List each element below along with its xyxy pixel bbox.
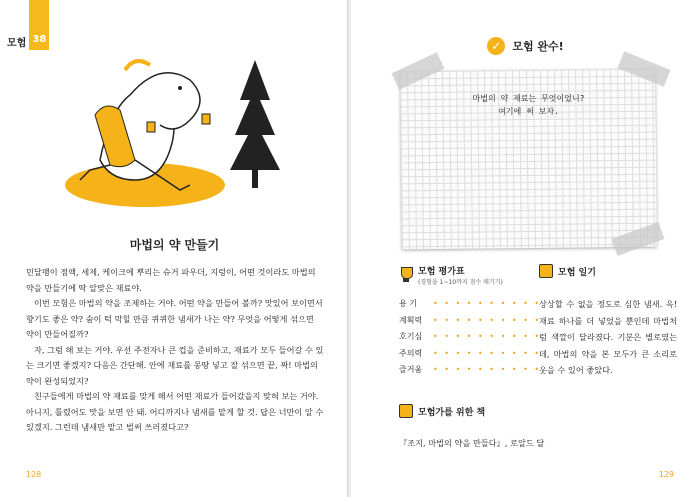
evaluation-title: 모험 평가표 bbox=[418, 267, 465, 277]
paragraph: 이번 모험은 마법의 약을 조제하는 거야. 어떤 약을 만들어 볼까? 맛있어 보이면서 향기도 좋은 약? 숨이 턱 막힐 만큼 퀴퀴한 냄새가 나는 약? 무엇을 어떻게 섞으면 약이 만들어질까? bbox=[26, 298, 323, 339]
page-number-right: 129 bbox=[658, 470, 674, 479]
trophy-icon bbox=[399, 267, 413, 283]
evaluation-row: 주의력 • • • • • • • • • • bbox=[399, 348, 542, 358]
paragraph: 자, 그럼 해 보는 거야. 우선 주전자나 큰 컵을 준비하고, 재료가 모두 들어갈 수 있는 크기면 좋겠지? 다음은 간단해. 안에 재료를 몽땅 넣고 잘 섞으면 끝, 짜! 마법의 약이 완성되었지? bbox=[26, 344, 324, 386]
evaluation-row: 계획력 • • • • • • • • • • bbox=[399, 315, 542, 325]
diary-header bbox=[539, 264, 596, 278]
evaluation-row: 즐거움 • • • • • • • • • • bbox=[399, 365, 542, 374]
page-title: 마법의 약 만들기 bbox=[129, 238, 220, 252]
evaluation-row: 호기심 • • • • • • • • • • bbox=[399, 332, 542, 341]
left-page bbox=[0, 0, 349, 497]
page-number-left: 128 bbox=[26, 470, 42, 479]
evaluation-header bbox=[399, 264, 503, 286]
diary-text: 상상할 수 없을 정도로 심한 냄새. 윽! 재료 하나를 더 넣었을 뿐인데 마법처럼 색깔이 달라졌다. 기분은 별로였는데, 마법의 약을 본 모두가 큰 소리로 웃을 수 있어 좋았다. bbox=[539, 299, 677, 375]
book-title: 모험가를 위한 책 bbox=[418, 407, 486, 418]
diary-icon bbox=[539, 264, 553, 278]
note-line: 여기에 써 보자. bbox=[498, 107, 559, 116]
diary-title: 모험 일기 bbox=[558, 267, 596, 278]
paragraph: 친구들에게 마법의 약 재료를 맞게 해서 어떤 재료가 들어갔을지 맞혀 보는 거야. 아니지, 틀렸어도 맛을 보면 안 돼. 어디까지나 냄새를 맡게 할 것. 답은 너만이 알 수 있겠지. 그런데 냄새만 맡고 벌써 쓰러졌다고? bbox=[26, 391, 324, 432]
body-text bbox=[26, 265, 324, 436]
evaluation-row: 용 기 • • • • • • • • • • bbox=[399, 299, 542, 308]
paragraph: 민달팽이 점액, 세제, 케이크에 뿌리는 슈거 파우더, 지렁이, 어떤 것이라도 마법의 약을 만들기에 딱 알맞은 재료야. bbox=[26, 267, 316, 293]
witch-illustration bbox=[40, 40, 300, 210]
evaluation-subtitle: (경험을 1~10까지 점수 매기기) bbox=[418, 279, 503, 286]
note-prompt bbox=[401, 92, 656, 118]
success-header bbox=[351, 37, 700, 55]
note-line: 마법의 약 재료는 무엇이었니? bbox=[472, 94, 585, 103]
book-icon bbox=[399, 404, 413, 418]
success-title: 모험 완수! bbox=[512, 40, 564, 53]
book-header bbox=[399, 404, 485, 418]
book-reference: 『조지, 마법의 약을 만들다』, 로알드 달 bbox=[399, 438, 545, 448]
chapter-number: 38 bbox=[29, 0, 49, 50]
evaluation-list bbox=[399, 296, 541, 379]
check-icon: ✓ bbox=[487, 37, 505, 55]
right-page bbox=[351, 0, 700, 497]
chapter-label: 모험 bbox=[7, 38, 27, 49]
